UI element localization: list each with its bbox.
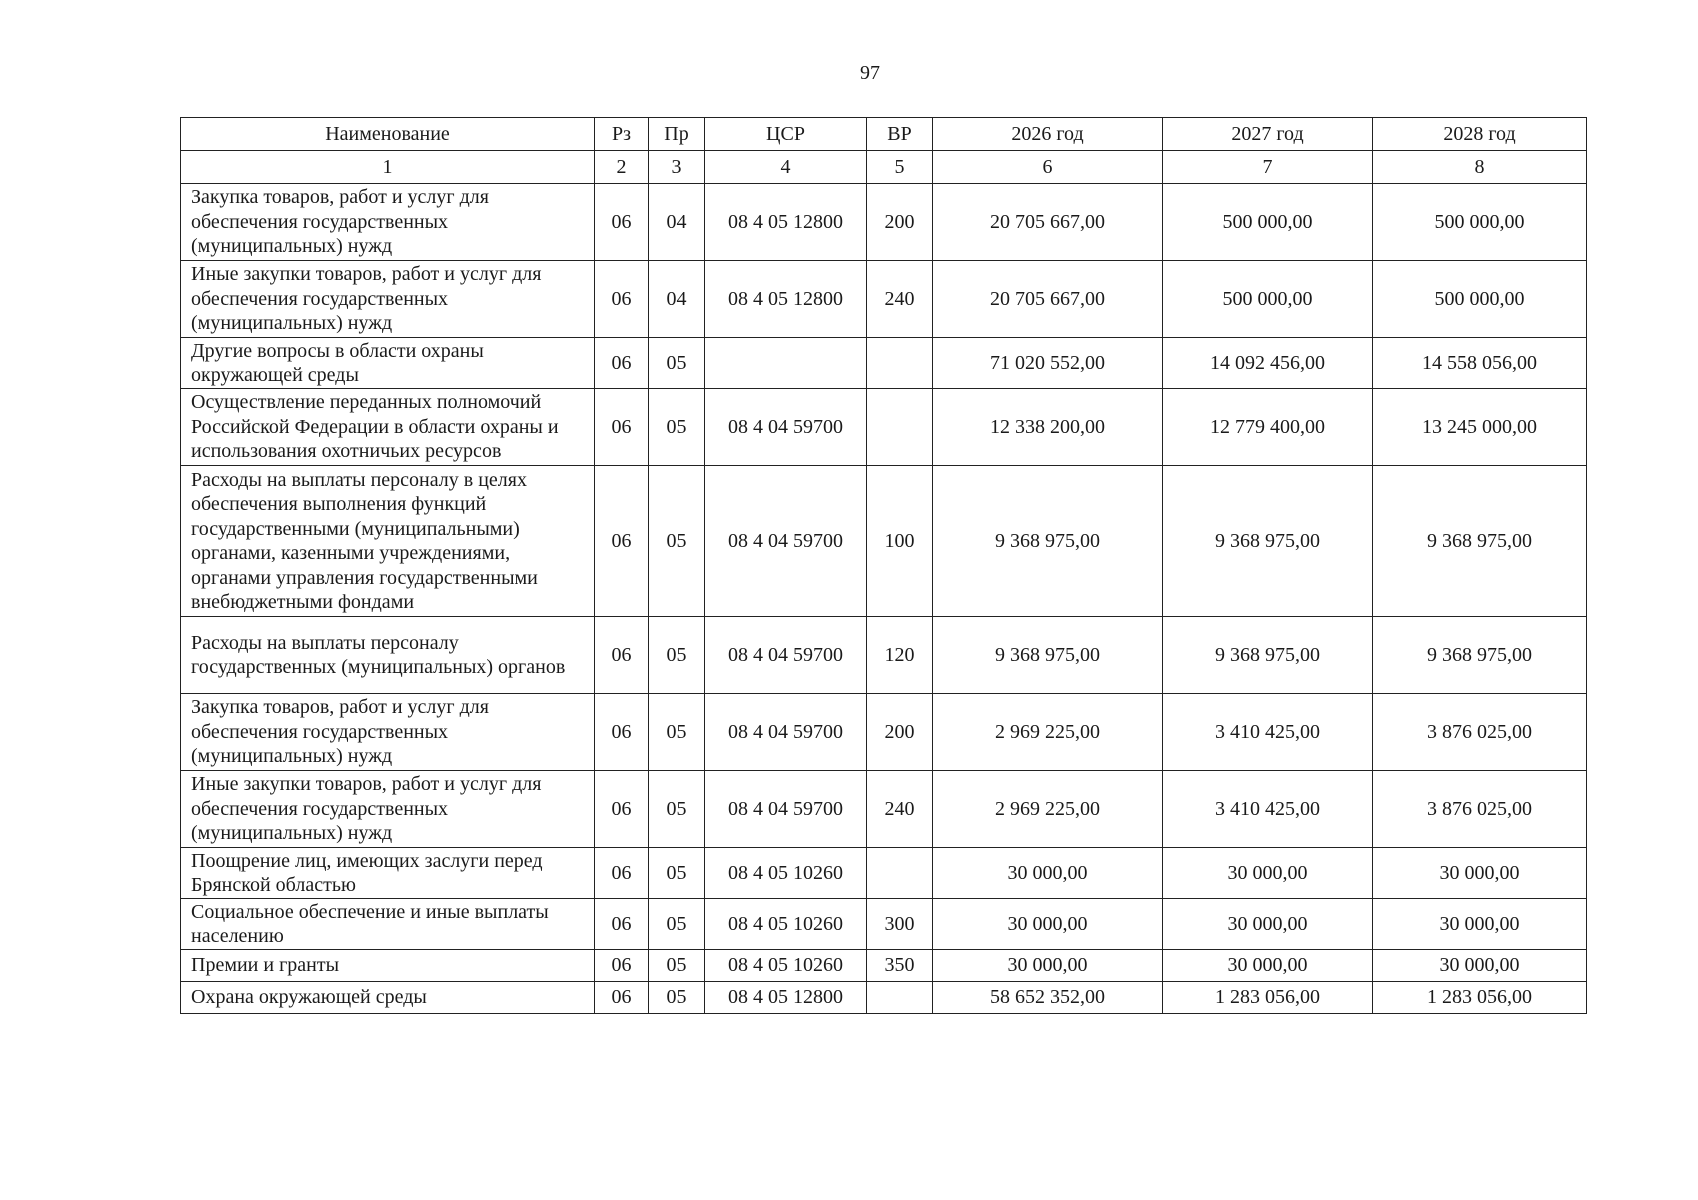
row-2028: 30 000,00 [1373,899,1587,950]
row-rz: 06 [595,982,649,1014]
row-pr: 05 [649,338,705,389]
row-rz: 06 [595,617,649,694]
row-name: Иные закупки товаров, работ и услуг для обеспечения государственных (муниципальных) нужд [181,261,595,338]
row-name: Охрана окружающей среды [181,982,595,1014]
row-2028: 30 000,00 [1373,950,1587,982]
table-row [181,694,1587,771]
row-vr [867,848,933,899]
row-2027: 500 000,00 [1163,184,1373,261]
row-csr: 08 4 05 10260 [705,950,867,982]
column-index-row [181,151,1587,184]
row-pr: 05 [649,389,705,466]
header-2026: 2026 год [933,118,1163,151]
column-index: 5 [867,151,933,184]
table-row [181,982,1587,1014]
row-2026: 30 000,00 [933,950,1163,982]
row-vr [867,982,933,1014]
row-2028: 9 368 975,00 [1373,466,1587,617]
row-2027: 9 368 975,00 [1163,466,1373,617]
row-rz: 06 [595,848,649,899]
row-rz: 06 [595,694,649,771]
table-row [181,617,1587,694]
page-number: 97 [860,62,880,84]
row-csr: 08 4 04 59700 [705,617,867,694]
row-2028: 13 245 000,00 [1373,389,1587,466]
row-pr: 05 [649,694,705,771]
row-name: Расходы на выплаты персоналу государственных (муниципальных) органов [181,617,595,694]
row-vr: 350 [867,950,933,982]
row-2027: 500 000,00 [1163,261,1373,338]
row-csr: 08 4 05 12800 [705,184,867,261]
row-name: Закупка товаров, работ и услуг для обеспечения государственных (муниципальных) нужд [181,184,595,261]
row-2026: 9 368 975,00 [933,466,1163,617]
row-name: Осуществление переданных полномочий Российской Федерации в области охраны и использования охотничьих ресурсов [181,389,595,466]
table-row [181,848,1587,899]
table-row [181,389,1587,466]
row-rz: 06 [595,466,649,617]
table-row [181,338,1587,389]
row-2026: 2 969 225,00 [933,771,1163,848]
row-csr: 08 4 04 59700 [705,389,867,466]
row-2026: 30 000,00 [933,848,1163,899]
row-2027: 9 368 975,00 [1163,617,1373,694]
row-name: Закупка товаров, работ и услуг для обеспечения государственных (муниципальных) нужд [181,694,595,771]
row-2028: 14 558 056,00 [1373,338,1587,389]
row-2027: 12 779 400,00 [1163,389,1373,466]
row-rz: 06 [595,771,649,848]
row-2026: 30 000,00 [933,899,1163,950]
row-2026: 12 338 200,00 [933,389,1163,466]
column-index: 8 [1373,151,1587,184]
column-index: 3 [649,151,705,184]
row-2027: 30 000,00 [1163,899,1373,950]
header-row [181,118,1587,151]
row-2027: 1 283 056,00 [1163,982,1373,1014]
row-pr: 05 [649,617,705,694]
table-row [181,184,1587,261]
row-vr [867,389,933,466]
header-2027: 2027 год [1163,118,1373,151]
row-2028: 30 000,00 [1373,848,1587,899]
header-2028: 2028 год [1373,118,1587,151]
table-row [181,950,1587,982]
row-csr: 08 4 05 12800 [705,261,867,338]
table-row [181,899,1587,950]
row-2027: 30 000,00 [1163,848,1373,899]
row-name: Другие вопросы в области охраны окружающей среды [181,338,595,389]
column-index: 7 [1163,151,1373,184]
row-vr: 200 [867,694,933,771]
column-index: 6 [933,151,1163,184]
row-name: Расходы на выплаты персоналу в целях обеспечения выполнения функций государственными (муниципальными) органами, казенными учреждениями, органами управления государственными внебюджетными фондами [181,466,595,617]
row-rz: 06 [595,899,649,950]
table-row [181,771,1587,848]
row-2026: 9 368 975,00 [933,617,1163,694]
row-vr: 100 [867,466,933,617]
row-pr: 05 [649,950,705,982]
budget-table [180,117,1587,1014]
row-pr: 04 [649,261,705,338]
column-index: 4 [705,151,867,184]
header-rz: Рз [595,118,649,151]
row-2026: 58 652 352,00 [933,982,1163,1014]
row-pr: 05 [649,771,705,848]
row-rz: 06 [595,338,649,389]
row-name: Иные закупки товаров, работ и услуг для обеспечения государственных (муниципальных) нужд [181,771,595,848]
row-2026: 20 705 667,00 [933,261,1163,338]
table-row [181,261,1587,338]
row-vr: 300 [867,899,933,950]
row-2028: 500 000,00 [1373,261,1587,338]
column-index: 1 [181,151,595,184]
row-2026: 20 705 667,00 [933,184,1163,261]
row-pr: 05 [649,466,705,617]
row-csr: 08 4 04 59700 [705,694,867,771]
row-vr: 200 [867,184,933,261]
row-2027: 14 092 456,00 [1163,338,1373,389]
row-2026: 71 020 552,00 [933,338,1163,389]
row-csr [705,338,867,389]
table-row [181,466,1587,617]
header-pr: Пр [649,118,705,151]
row-2028: 1 283 056,00 [1373,982,1587,1014]
header-vr: ВР [867,118,933,151]
row-2027: 30 000,00 [1163,950,1373,982]
row-rz: 06 [595,389,649,466]
row-rz: 06 [595,261,649,338]
row-csr: 08 4 04 59700 [705,466,867,617]
row-rz: 06 [595,184,649,261]
row-2028: 500 000,00 [1373,184,1587,261]
header-csr: ЦСР [705,118,867,151]
row-pr: 05 [649,982,705,1014]
row-pr: 04 [649,184,705,261]
row-csr: 08 4 05 10260 [705,899,867,950]
row-pr: 05 [649,848,705,899]
row-name: Поощрение лиц, имеющих заслуги перед Брянской областью [181,848,595,899]
column-index: 2 [595,151,649,184]
row-vr: 120 [867,617,933,694]
row-csr: 08 4 04 59700 [705,771,867,848]
row-vr: 240 [867,261,933,338]
row-2027: 3 410 425,00 [1163,771,1373,848]
row-2028: 3 876 025,00 [1373,694,1587,771]
header-name: Наименование [181,118,595,151]
row-csr: 08 4 05 10260 [705,848,867,899]
row-pr: 05 [649,899,705,950]
row-2028: 9 368 975,00 [1373,617,1587,694]
row-2026: 2 969 225,00 [933,694,1163,771]
row-rz: 06 [595,950,649,982]
row-name: Премии и гранты [181,950,595,982]
row-2028: 3 876 025,00 [1373,771,1587,848]
row-vr: 240 [867,771,933,848]
row-csr: 08 4 05 12800 [705,982,867,1014]
row-name: Социальное обеспечение и иные выплаты населению [181,899,595,950]
row-2027: 3 410 425,00 [1163,694,1373,771]
row-vr [867,338,933,389]
